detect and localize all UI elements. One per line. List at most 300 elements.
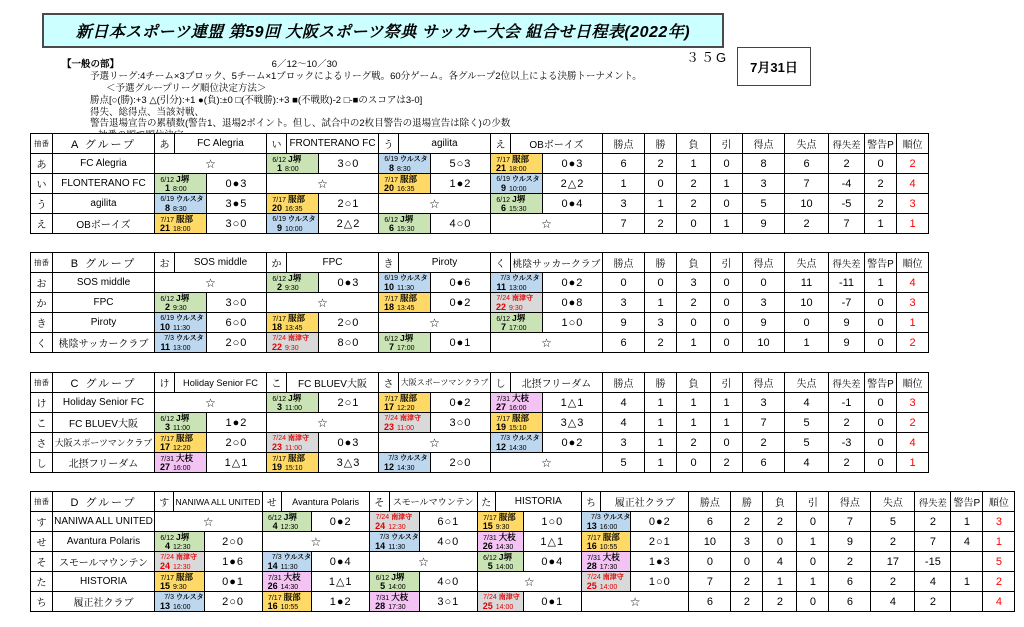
stat-value: 2: [871, 572, 915, 592]
match-time: 16:35: [397, 185, 415, 193]
match-number: 24: [375, 520, 386, 531]
match-number: 13: [586, 520, 597, 531]
match-number-line: [491, 303, 542, 312]
stat-value: 7: [689, 572, 731, 592]
match-schedule-cell: [155, 453, 207, 473]
match-schedule-cell: [477, 552, 523, 572]
match-number-line: [155, 343, 206, 352]
opponent-kana-header: き: [379, 253, 399, 273]
match-result-cell: 0●2: [543, 433, 603, 453]
stat-value: 1: [645, 453, 677, 473]
match-schedule-cell: [477, 512, 523, 532]
match-venue: 服部: [400, 292, 418, 303]
match-venue: ウルスタ: [512, 434, 540, 442]
match-venue: J堺: [400, 332, 414, 343]
match-result-cell: 0●3: [207, 174, 267, 194]
stat-value: -7: [829, 293, 865, 313]
match-number-line: [582, 562, 631, 571]
match-number-line: [491, 323, 542, 332]
match-date-line: [155, 195, 206, 204]
match-result-cell: 6○0: [207, 313, 267, 333]
match-schedule-cell: [262, 552, 312, 572]
match-date: 7/17: [272, 196, 286, 204]
match-number-line: [379, 283, 430, 292]
opponent-name-header: NANIWA ALL UNITED: [174, 492, 262, 512]
match-schedule-cell: [581, 512, 631, 532]
match-number: 17: [383, 401, 394, 412]
match-time: 9:30: [173, 583, 187, 591]
match-schedule-cell: [491, 273, 543, 293]
match-result-cell: 1△1: [312, 572, 370, 592]
stat-value: 9: [743, 313, 785, 333]
match-time: 13:00: [173, 344, 191, 352]
match-number: 21: [159, 222, 170, 233]
match-venue: J堺: [512, 193, 526, 204]
stat-header: 得失差: [915, 492, 951, 512]
match-schedule-cell: [491, 194, 543, 214]
match-date-line: [267, 394, 318, 403]
draw-kana: こ: [31, 413, 53, 433]
match-schedule-cell: [155, 293, 207, 313]
match-result-cell: 4○0: [419, 572, 477, 592]
stat-header: 勝点: [603, 253, 645, 273]
stat-value: 2: [763, 592, 797, 612]
match-date: 7/31: [160, 455, 174, 463]
rank-value: 5: [983, 552, 1015, 572]
match-date-line: [155, 533, 204, 542]
rank-value: 1: [897, 313, 929, 333]
match-venue: ウルスタ: [283, 553, 312, 561]
stat-header: 警告P: [951, 492, 983, 512]
match-schedule-cell: [267, 453, 319, 473]
match-number: 1: [164, 182, 170, 193]
match-number: 4: [164, 540, 170, 551]
match-schedule-cell: [155, 532, 205, 552]
match-schedule-cell: [155, 174, 207, 194]
match-date: 7/17: [272, 315, 286, 323]
match-date: 7/17: [272, 455, 286, 463]
match-number: 24: [159, 560, 170, 571]
match-time: 14:00: [495, 563, 514, 571]
match-number: 25: [586, 580, 597, 591]
match-date: 6/12: [496, 196, 510, 204]
match-date: 7/3: [388, 454, 398, 462]
date-box: 7月31日: [737, 47, 811, 86]
self-match-cell: ☆: [155, 273, 267, 293]
opponent-name-header: HISTORIA: [495, 492, 581, 512]
stat-value: 9: [829, 313, 865, 333]
match-result-cell: 0●3: [543, 154, 603, 174]
match-number-line: [267, 204, 318, 213]
match-date: 7/17: [160, 435, 174, 443]
stat-value: 0: [677, 313, 711, 333]
match-time: 8:30: [173, 205, 187, 213]
stat-value: 4: [785, 393, 829, 413]
match-time: 17:00: [509, 324, 527, 332]
match-schedule-cell: [262, 572, 312, 592]
match-number: 18: [383, 301, 394, 312]
match-date: 6/19: [272, 215, 286, 223]
match-time: 10:55: [280, 603, 299, 611]
stat-header: 得失差: [829, 373, 865, 393]
match-schedule-cell: [267, 154, 319, 174]
match-venue: J堺: [512, 312, 526, 323]
match-number: 25: [482, 600, 493, 611]
match-result-cell: 0●1: [523, 592, 581, 612]
stat-value: 5: [603, 453, 645, 473]
match-number: 20: [271, 202, 282, 213]
rank-value: 4: [897, 273, 929, 293]
match-number: 9: [500, 182, 506, 193]
match-number-line: [155, 224, 206, 233]
match-schedule-cell: [379, 293, 431, 313]
match-result-cell: 0●2: [631, 512, 689, 532]
match-number: 6: [388, 222, 394, 233]
match-venue: 服部: [176, 213, 194, 224]
stat-value: 8: [743, 154, 785, 174]
match-schedule-cell: [155, 592, 205, 612]
match-schedule-cell: [267, 333, 319, 353]
match-date-line: [491, 314, 542, 323]
match-schedule-cell: [267, 273, 319, 293]
group-A-table: [30, 133, 929, 234]
match-venue: 服部: [400, 392, 418, 403]
stat-value: -1: [829, 393, 865, 413]
stat-value: 4: [603, 393, 645, 413]
match-venue: J堺: [400, 213, 414, 224]
match-result-cell: 2○1: [319, 194, 379, 214]
match-time: 16:00: [173, 464, 191, 472]
match-date: 7/24: [483, 593, 497, 601]
match-venue: 南津守: [400, 414, 421, 422]
match-result-cell: 1●3: [631, 552, 689, 572]
draw-kana: え: [31, 214, 53, 234]
rank-value: 3: [897, 194, 929, 214]
match-schedule-cell: [370, 592, 420, 612]
match-result-cell: 3○0: [431, 413, 491, 433]
match-date: 7/24: [375, 513, 390, 521]
match-time: 15:30: [397, 225, 415, 233]
stat-header: 勝点: [603, 373, 645, 393]
match-venue: ウルスタ: [176, 314, 204, 322]
header-row: [31, 134, 929, 154]
stat-value: 10: [785, 293, 829, 313]
stat-value: 7: [785, 174, 829, 194]
stat-header: 順位: [897, 253, 929, 273]
opponent-kana-header: せ: [262, 492, 281, 512]
stat-value: 10: [743, 333, 785, 353]
self-match-cell: ☆: [267, 174, 379, 194]
team-row: [31, 313, 929, 333]
stat-header: 順位: [983, 492, 1015, 512]
match-result-cell: 0●2: [431, 393, 491, 413]
group-title: D グループ: [53, 492, 155, 512]
match-number: 6: [500, 202, 506, 213]
draw-kana: う: [31, 194, 53, 214]
match-venue: 服部: [498, 511, 516, 522]
match-number-line: [267, 463, 318, 472]
match-result-cell: 3○0: [207, 293, 267, 313]
match-number-line: [491, 204, 542, 213]
match-result-cell: 1△1: [523, 532, 581, 552]
match-number-line: [155, 323, 206, 332]
match-schedule-cell: [155, 572, 205, 592]
match-date: 6/12: [483, 554, 497, 562]
match-number: 5: [487, 560, 493, 571]
match-number-line: [155, 463, 206, 472]
match-number-line: [263, 562, 312, 571]
match-number-line: [379, 343, 430, 352]
stat-value: 6: [689, 592, 731, 612]
match-time: 8:30: [397, 165, 411, 173]
stat-value: 1: [951, 512, 983, 532]
match-number: 14: [267, 560, 278, 571]
stat-value: 0: [677, 453, 711, 473]
opponent-name-header: OBボーイズ: [511, 134, 603, 154]
stat-value: 3: [603, 293, 645, 313]
self-match-cell: ☆: [379, 313, 491, 333]
match-venue: 服部: [512, 153, 530, 164]
stat-value: 3: [645, 313, 677, 333]
match-date: 6/12: [384, 335, 398, 343]
self-match-cell: ☆: [491, 333, 603, 353]
stat-value: 6: [829, 572, 871, 592]
match-date: 7/17: [587, 534, 601, 542]
match-schedule-cell: [262, 592, 312, 612]
match-date: 7/17: [496, 156, 510, 164]
match-venue: 南津守: [602, 573, 624, 581]
match-number-line: [478, 542, 523, 551]
stat-value: 0: [865, 413, 897, 433]
match-number: 12: [495, 441, 506, 452]
stat-header: 勝: [645, 134, 677, 154]
match-number: 10: [159, 321, 170, 332]
stat-value: 10: [785, 194, 829, 214]
match-date: 7/3: [591, 513, 601, 521]
stat-header: 得点: [743, 373, 785, 393]
match-number: 20: [383, 182, 394, 193]
match-venue: ウルスタ: [602, 513, 631, 521]
match-number-line: [263, 522, 312, 531]
match-venue: ウルスタ: [391, 533, 419, 541]
stat-value: 2: [677, 293, 711, 313]
match-time: 14:00: [495, 603, 514, 611]
match-result-cell: 0●2: [431, 293, 491, 313]
rank-value: 3: [983, 512, 1015, 532]
match-date: 6/12: [272, 275, 286, 283]
opponent-name-header: SOS middle: [175, 253, 267, 273]
stat-value: 3: [743, 293, 785, 313]
stat-value: 5: [785, 433, 829, 453]
match-time: 10:55: [599, 543, 618, 551]
stat-value: 0: [711, 154, 743, 174]
draw-kana: か: [31, 293, 53, 313]
match-number: 2: [164, 301, 170, 312]
stat-value: 2: [865, 174, 897, 194]
opponent-name-header: FC Alegria: [175, 134, 267, 154]
match-time: 14:30: [397, 464, 415, 472]
group-C-table: [30, 372, 929, 473]
match-result-cell: 0●8: [543, 293, 603, 313]
match-date: 7/17: [267, 594, 282, 602]
match-result-cell: 2○0: [431, 453, 491, 473]
match-number: 19: [495, 421, 506, 432]
match-number: 15: [482, 520, 493, 531]
stat-header: 順位: [897, 373, 929, 393]
match-number: 27: [495, 401, 506, 412]
match-venue: 大枝: [283, 571, 301, 582]
match-result-cell: 6○1: [419, 512, 477, 532]
stat-value: 6: [689, 512, 731, 532]
match-date-line: [370, 573, 419, 582]
team-row: [31, 174, 929, 194]
stat-value: 2: [915, 512, 951, 532]
group-title: A グループ: [53, 134, 155, 154]
match-schedule-cell: [370, 532, 420, 552]
stat-value: 1: [645, 393, 677, 413]
team-name: 桃陰サッカークラブ: [53, 333, 155, 353]
match-date: 7/3: [500, 274, 510, 282]
stat-value: 2: [677, 174, 711, 194]
self-match-cell: ☆: [267, 413, 379, 433]
match-schedule-cell: [379, 214, 431, 234]
match-date-line: [155, 294, 206, 303]
self-match-cell: ☆: [155, 393, 267, 413]
draw-kana: き: [31, 313, 53, 333]
match-time: 14:30: [495, 543, 514, 551]
match-time: 14:00: [599, 583, 618, 591]
stat-value: 7: [829, 512, 871, 532]
match-date: 7/31: [267, 574, 282, 582]
stat-value: 2: [731, 512, 763, 532]
stat-value: 10: [689, 532, 731, 552]
stat-value: 0: [645, 273, 677, 293]
match-result-cell: 0●2: [543, 273, 603, 293]
match-time: 16:00: [599, 523, 618, 531]
match-date-line: [267, 215, 318, 224]
match-venue: J堺: [288, 153, 302, 164]
match-time: 15:10: [509, 424, 527, 432]
match-number-line: [379, 164, 430, 173]
opponent-kana-header: そ: [370, 492, 389, 512]
note-line: 勝点[○(勝):+3 △(引分):+1 ●(負):±0 □(不戦勝):+3 ■(不戦敗)-2 □-■のスコアは3-0]: [90, 94, 423, 106]
stat-value: -3: [829, 433, 865, 453]
match-schedule-cell: [262, 512, 312, 532]
opponent-kana-header: こ: [267, 373, 287, 393]
stat-header: 負: [677, 134, 711, 154]
stat-value: 3: [603, 433, 645, 453]
table-body: [31, 512, 1015, 612]
match-schedule-cell: [581, 572, 631, 592]
match-time: 12:30: [173, 563, 191, 571]
match-date-line: [155, 414, 206, 423]
opponent-kana-header: さ: [379, 373, 399, 393]
draw-kana: お: [31, 273, 53, 293]
stat-header: 得失差: [829, 253, 865, 273]
stat-header: 失点: [785, 134, 829, 154]
rank-value: 1: [897, 214, 929, 234]
match-time: 17:30: [599, 563, 618, 571]
stat-value: 1: [865, 214, 897, 234]
self-match-cell: ☆: [581, 592, 689, 612]
match-date: 7/17: [496, 415, 510, 423]
match-number: 3: [164, 421, 170, 432]
stat-header: 勝: [645, 373, 677, 393]
stat-value: 0: [865, 313, 897, 333]
match-result-cell: 0●1: [431, 333, 491, 353]
match-venue: J堺: [288, 272, 302, 283]
match-number-line: [491, 443, 542, 452]
match-result-cell: 3○0: [207, 214, 267, 234]
rank-value: 4: [897, 433, 929, 453]
match-number-line: [267, 343, 318, 352]
match-venue: J堺: [176, 412, 190, 423]
rank-value: 1: [897, 453, 929, 473]
stat-header: 引: [711, 134, 743, 154]
match-number-line: [379, 184, 430, 193]
stat-value: -5: [829, 194, 865, 214]
self-match-cell: ☆: [262, 532, 370, 552]
match-number: 9: [276, 222, 282, 233]
match-venue: ウルスタ: [512, 175, 540, 183]
stat-value: 1: [603, 174, 645, 194]
match-number-line: [491, 283, 542, 292]
stat-value: 0: [785, 313, 829, 333]
match-date: 6/12: [160, 295, 174, 303]
opponent-name-header: 大阪スポーツマンクラブ: [399, 373, 491, 393]
draw-number-header: 抽番: [31, 134, 53, 154]
match-venue: ウルスタ: [176, 195, 204, 203]
match-date: 6/12: [496, 315, 510, 323]
team-row: [31, 592, 1015, 612]
stat-header: 得点: [743, 134, 785, 154]
table-body: [31, 154, 929, 234]
team-row: [31, 572, 1015, 592]
match-venue: ウルスタ: [400, 155, 428, 163]
stat-header: 引: [797, 492, 829, 512]
match-time: 9:30: [285, 284, 299, 292]
match-number-line: [155, 582, 204, 591]
match-number-line: [267, 224, 318, 233]
stat-value: 2: [645, 154, 677, 174]
match-date: 7/17: [160, 574, 174, 582]
match-number-line: [491, 423, 542, 432]
match-time: 11:30: [397, 284, 414, 292]
match-time: 17:30: [388, 603, 406, 611]
match-number-line: [491, 403, 542, 412]
match-schedule-cell: [491, 393, 543, 413]
match-number-line: [370, 522, 419, 531]
match-date: 7/17: [384, 176, 398, 184]
game-count-label: ３５G: [686, 50, 729, 65]
match-number-line: [267, 283, 318, 292]
section-label: 【一般の部】: [62, 59, 120, 70]
match-schedule-cell: [155, 433, 207, 453]
stat-value: 1: [677, 393, 711, 413]
stat-value: 3: [603, 194, 645, 214]
note-line: ＜予選グループリーグ順位決定方法＞: [106, 82, 267, 94]
match-result-cell: 2○0: [204, 532, 262, 552]
match-venue: 南津守: [498, 593, 520, 601]
match-number: 26: [482, 540, 493, 551]
stat-header: 得失差: [829, 134, 865, 154]
match-number-line: [263, 582, 312, 591]
team-name: 履正社クラブ: [53, 592, 155, 612]
opponent-kana-header: く: [491, 253, 511, 273]
match-result-cell: 1●6: [204, 552, 262, 572]
note-lines: [62, 71, 642, 142]
match-number-line: [478, 562, 523, 571]
